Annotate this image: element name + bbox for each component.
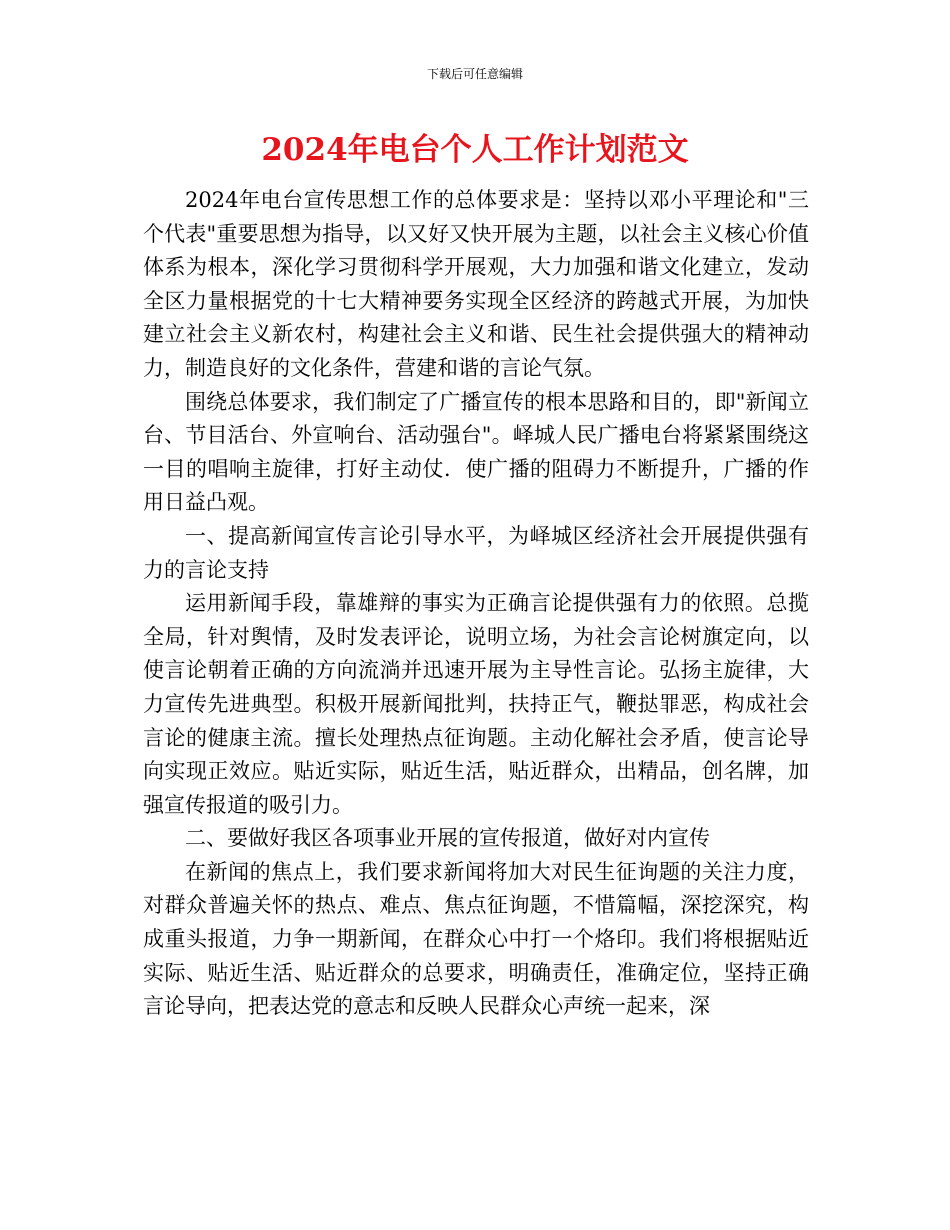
section-heading-2: 二、要做好我区各项事业开展的宣传报道，做好对内宣传 [185,826,710,851]
document-title: 2024年电台个人工作计划范文 [261,132,689,168]
document-body [143,184,809,1024]
paragraph-section-1: 运用新闻手段，靠雄辩的事实为正确言论提供强有力的依照。总揽全局，针对舆情，及时发表评论，说明立场，为社会言论树旗定向，以使言论朝着正确的方向流淌并迅速开展为主导性言论。弘扬主旋律，大力宣传先进典型。积极开展新闻批判，扶持正气，鞭挞罪恶，构成社会言论的健康主流。擅长处理热点征询题。主动化解社会矛盾，使言论导向实现正效应。贴近实际，贴近生活，贴近群众，出精品，创名牌，加强宣传报道的吸引力。 [143,591,809,817]
section-heading-1: 一、提高新闻宣传言论引导水平，为峄城区经济社会开展提供强有力的言论支持 [143,523,809,582]
paragraph-intro: 2024年电台宣传思想工作的总体要求是：坚持以邓小平理论和"三个代表"重要思想为指导，以又好又快开展为主题，以社会主义核心价值体系为根本，深化学习贯彻科学开展观，大力加强和谐文化建立，发动全区力量根据党的十七大精神要务实现全区经济的跨越式开展，为加快建立社会主义新农村，构建社会主义和谐、民生社会提供强大的精神动力，制造良好的文化条件，营建和谐的言论气氛。 [143,188,809,380]
paragraph-section-2: 在新闻的焦点上，我们要求新闻将加大对民生征询题的关注力度，对群众普遍关怀的热点、难点、焦点征询题，不惜篇幅，深挖深究，构成重头报道，力争一期新闻，在群众心中打一个烙印。我们将根据贴近实际、贴近生活、贴近群众的总要求，明确责任，准确定位，坚持正确言论导向，把表达党的意志和反映人民群众心声统一起来，深 [143,859,809,1019]
paragraph-goals: 围绕总体要求，我们制定了广播宣传的根本思路和目的，即"新闻立台、节目活台、外宣响台、活动强台"。峄城人民广播电台将紧紧围绕这一目的唱响主旋律，打好主动仗．使广播的阻碍力不断提升，广播的作用日益凸观。 [143,389,809,515]
header-note: 下载后可任意编辑 [426,67,523,81]
